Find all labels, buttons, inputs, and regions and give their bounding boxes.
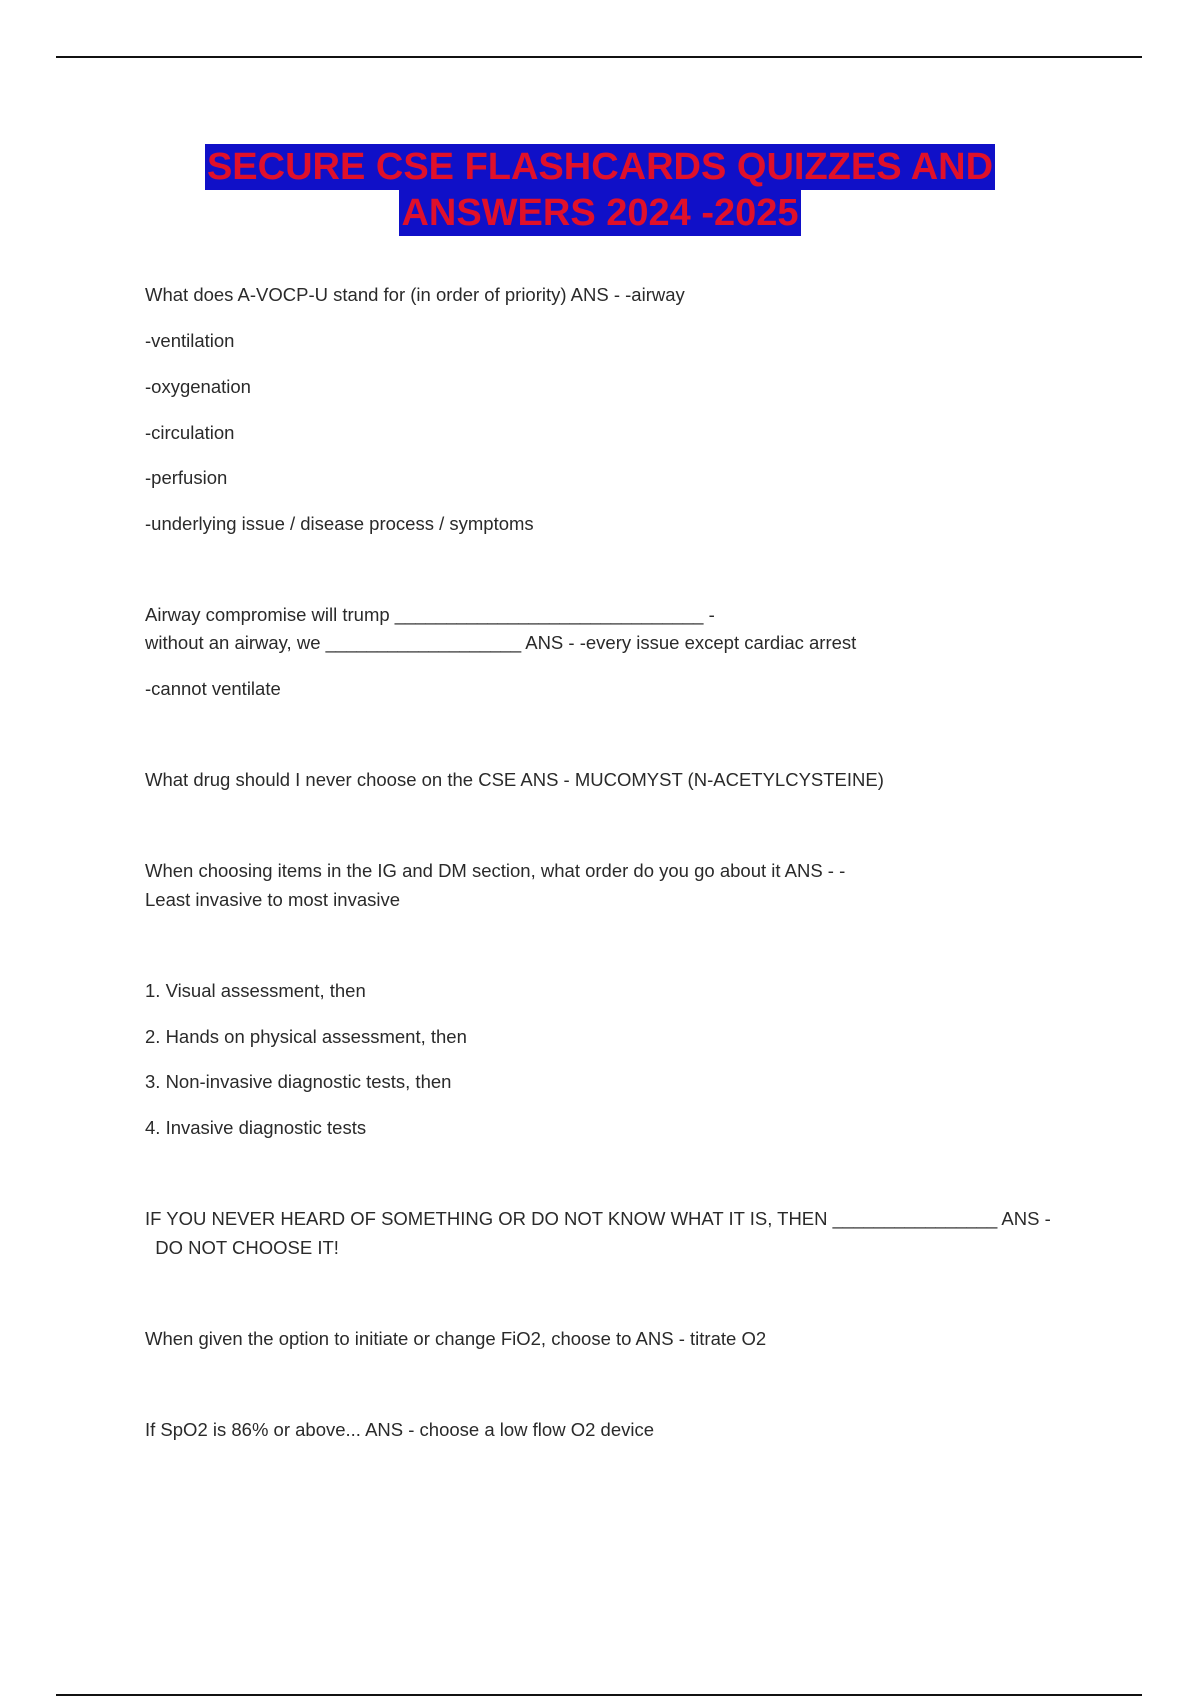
text-line: Airway compromise will trump ______________________________ - bbox=[145, 604, 715, 625]
title-line-1: SECURE CSE FLASHCARDS QUIZZES AND bbox=[206, 146, 994, 188]
text-line: 4. Invasive diagnostic tests bbox=[145, 1117, 367, 1138]
text-line: -perfusion bbox=[145, 467, 228, 488]
text-line: -cannot ventilate bbox=[145, 678, 281, 699]
text-line: -oxygenation bbox=[145, 376, 251, 397]
text-line: When choosing items in the IG and DM section, what order do you go about it ANS - - bbox=[145, 860, 846, 881]
text-line: 2. Hands on physical assessment, then bbox=[145, 1026, 467, 1047]
text-line: -ventilation bbox=[145, 330, 235, 351]
bottom-rule bbox=[56, 1694, 1142, 1696]
text-line: What does A-VOCP-U stand for (in order of priority) ANS - -airway bbox=[145, 284, 685, 305]
top-rule bbox=[56, 56, 1142, 58]
text-line: 3. Non-invasive diagnostic tests, then bbox=[145, 1071, 452, 1092]
text-line: Least invasive to most invasive bbox=[145, 889, 401, 910]
text-line: DO NOT CHOOSE IT! bbox=[145, 1237, 339, 1258]
text-line: without an airway, we ___________________ ANS - -every issue except cardiac arrest bbox=[145, 632, 857, 653]
text-line: -underlying issue / disease process / symptoms bbox=[145, 513, 534, 534]
text-line: What drug should I never choose on the CSE ANS - MUCOMYST (N-ACETYLCYSTEINE) bbox=[145, 769, 884, 790]
document-title bbox=[0, 144, 1200, 236]
text-line: When given the option to initiate or change FiO2, choose to ANS - titrate O2 bbox=[145, 1328, 767, 1349]
text-line: -circulation bbox=[145, 422, 235, 443]
text-line: If SpO2 is 86% or above... ANS - choose a low flow O2 device bbox=[145, 1419, 655, 1440]
text-line: IF YOU NEVER HEARD OF SOMETHING OR DO NOT KNOW WHAT IT IS, THEN ________________ ANS - bbox=[145, 1208, 1051, 1229]
text-line: 1. Visual assessment, then bbox=[145, 980, 366, 1001]
title-line-2: ANSWERS 2024 -2025 bbox=[401, 192, 799, 234]
